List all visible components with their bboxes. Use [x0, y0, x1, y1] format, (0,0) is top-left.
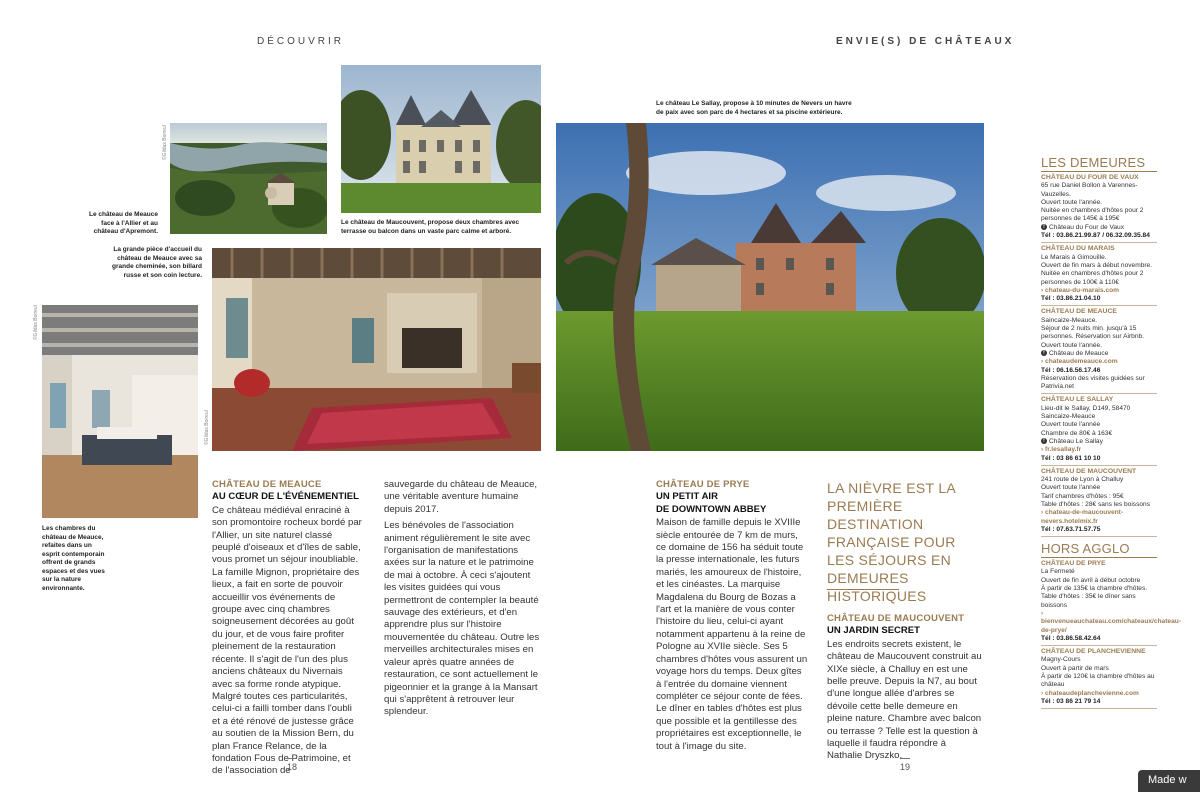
article-body: Les bénévoles de l'association animent régulièrement le site avec l'organisation de manifestations axées sur la nature et le patrimoine de mai à octobre. À ceci s'ajoutent les visites guidées qui vous permettront de contempler la beauté sauvage des extérieurs, et d'en apprendre plus sur l'histoire mouvementée du château. Outre les merveilles architecturales mises en valeur après quatre années de restauration, ce sont actuellement le pigeonnier et la grange à la Mansart qui s'apprêtent à retrouver leur splendeur. — [384, 520, 540, 718]
divider — [827, 589, 899, 590]
listing-phone: Tél : 03.86.58.42.64 — [1041, 634, 1101, 642]
listing-website-link[interactable]: › chateaudeplanchevienne.com — [1041, 689, 1139, 697]
listing-detail: Nuitée en chambres d'hôtes pour 2 personnes de 100€ à 110€ — [1041, 270, 1144, 286]
listing-name: CHÂTEAU DE PLANCHEVIENNE — [1041, 648, 1146, 656]
photo-meauce-hall — [212, 248, 541, 451]
article-maucouvent — [827, 613, 982, 763]
listing-extra: Réservation des visites guidées sur Patrivia.net — [1041, 374, 1145, 391]
listing-name: CHÂTEAU LE SALLAY — [1041, 396, 1114, 404]
section-header-right: ENVIE(S) DE CHÂTEAUX — [836, 36, 1015, 47]
listing-social — [1041, 350, 1157, 358]
article-title: CHÂTEAU DE MAUCOUVENT — [827, 613, 965, 624]
listing-social-label[interactable]: Château de Meauce — [1049, 349, 1109, 357]
photo-maucouvent — [341, 65, 541, 213]
sidebar-listings — [1041, 155, 1181, 709]
listing-social — [1041, 438, 1157, 446]
caption-sallay: Le château Le Sallay, propose à 10 minutes de Nevers un havre de paix avec son parc de 4 hectares et sa piscine extérieure. — [656, 100, 852, 116]
listing-detail: Magny-Cours — [1041, 656, 1081, 664]
page-number-right — [895, 758, 915, 772]
article-body: Maison de famille depuis le XVIIIe siècle entourée de 7 km de murs, ce domaine de 156 ha séduit toute la presse internationale, les futurs mariés, les amoureux de l'histoire, et les cinéastes. La marquise Magdalena du Bourg de Bozas a l'art et la manière de vous conter l'histoire du lieu, celui-ci ayant notamment appartenu à la reine de Pologne au XVIIe siècle. Ses 5 chambres d'hôtes vous assurent un voyage hors du temps. Deux gîtes à l'entrée du domaine viennent compléter ce séjour conte de fées. Le dîner en tables d'hôtes est plus que possible et la gentillesse des propriétaires est exceptionnelle, le tout à l'image du site. — [656, 517, 808, 752]
article-subtitle: DE DOWNTOWN ABBEY — [656, 503, 767, 515]
photo-credit: ©Gildas Boireul — [33, 305, 39, 340]
listing-detail: À partir de 135€ la chambre d'hôtes. Table d'hôtes : 35€ le dîner sans boissons — [1041, 585, 1148, 609]
article-body: Les endroits secrets existent, le château de Maucouvent construit au XIXe siècle, à Challuy en est une belle preuve. Depuis la N7, au bout d'une longue allée d'arbres se dévoile cette belle demeure en pleine nature. Chambre avec balcon ou terrasse ? Telle est la question à laquelle il faudra répondre à Nathalie Dryszko, — [827, 638, 982, 762]
listing-detail: Ouvert toute l'année — [1041, 484, 1101, 492]
listing-phone: Tél : 03.86.21.04.10 — [1041, 295, 1101, 303]
listing-phone: Tél : 03 86 61 10 10 — [1041, 454, 1101, 462]
listing-detail: Ouvert à partir de mars — [1041, 664, 1109, 672]
watermark-badge: Made w — [1138, 770, 1200, 792]
listing-entry — [1041, 172, 1157, 243]
listing-detail: Ouvert toute l'année. — [1041, 341, 1103, 349]
listing-phone: Tél : 03.86.21.99.87 / 06.32.09.35.84 — [1041, 232, 1150, 240]
article-subtitle: UN JARDIN SECRET — [827, 625, 920, 637]
page-number-text: 19 — [899, 762, 910, 772]
listing-detail: Ouvert de fin mars à début novembre. — [1041, 261, 1153, 269]
caption-meauce-aerial: Le château de Meauce face à l'Allier et au château d'Apremont. — [89, 211, 158, 235]
article-subtitle: UN PETIT AIR — [656, 491, 718, 503]
listing-website-link[interactable]: › bienvenueauchateau.com/chateaux/chateau-de-prye/ — [1041, 609, 1181, 634]
caption-maucouvent: Le château de Maucouvent, propose deux chambres avec terrasse ou balcon dans un vaste parc calme et arboré. — [341, 219, 520, 235]
listing-detail: 241 route de Lyon à Challuy — [1041, 476, 1124, 484]
sidebar-demeures-list — [1041, 172, 1157, 537]
photo-sallay — [556, 123, 984, 451]
listing-entry — [1041, 306, 1157, 394]
article-prye — [656, 479, 808, 753]
listing-detail: Nuitée en chambres d'hôtes pour 2 personnes de 145€ à 195€ — [1041, 207, 1144, 223]
listing-detail: Lieu-dit le Sallay, D149, 58470 Saincaize-Meauce — [1041, 404, 1131, 421]
listing-social — [1041, 224, 1157, 232]
sidebar-agglo-list — [1041, 558, 1181, 709]
listing-phone: Tél : 07.63.71.57.75 — [1041, 525, 1101, 533]
listing-social-label[interactable]: Château du Four de Vaux — [1049, 223, 1125, 231]
listing-detail: Saincaize-Meauce. — [1041, 316, 1098, 324]
sidebar-heading: HORS AGGLO — [1041, 541, 1157, 558]
facebook-icon: f — [1041, 224, 1047, 230]
listing-social-label[interactable]: Château Le Sallay — [1049, 437, 1103, 445]
listing-detail: 65 rue Daniel Bollon à Varennes-Vauzelles. — [1041, 182, 1138, 198]
listing-entry — [1041, 394, 1157, 465]
listing-detail: À partir de 120€ la chambre d'hôtes au château — [1041, 673, 1155, 689]
photo-credit: ©Gildas Boireul — [162, 125, 168, 160]
listing-detail: Tarif chambres d'hôtes : 95€ — [1041, 492, 1124, 500]
photo-meauce-bedroom — [42, 305, 198, 518]
photo-meauce-aerial — [170, 123, 327, 234]
listing-detail: Ouvert toute l'année — [1041, 421, 1101, 429]
listing-entry — [1041, 243, 1157, 306]
listing-phone: Tél : 06.16.56.17.46 — [1041, 366, 1101, 374]
listing-name: CHÂTEAU DU MARAIS — [1041, 245, 1115, 253]
listing-name: CHÂTEAU DE MAUCOUVENT — [1041, 467, 1137, 475]
listing-name: CHÂTEAU DE PRYE — [1041, 560, 1106, 568]
listing-detail: La Fermeté — [1041, 568, 1075, 576]
listing-website-link[interactable]: › chateau-de-maucouvent-nevers.hotelmix.fr — [1041, 509, 1124, 525]
sidebar-heading: LES DEMEURES — [1041, 155, 1157, 172]
listing-website-link[interactable]: › chateau-du-marais.com — [1041, 286, 1120, 294]
listing-detail: Chambre de 80€ à 163€ — [1041, 429, 1113, 437]
listing-phone: Tél : 03 86 21 79 14 — [1041, 697, 1101, 705]
section-header-left: DÉCOUVRIR — [257, 36, 345, 47]
listing-detail: Table d'hôtes : 28€ sans les boissons — [1041, 500, 1151, 508]
page-number-left — [282, 758, 302, 772]
facebook-icon: f — [1041, 438, 1047, 444]
caption-meauce-hall: La grande pièce d'accueil du château de Meauce avec sa grande cheminée, son billard russe et son coin lecture. — [112, 246, 202, 279]
caption-meauce-bedroom: Les chambres du château de Meauce, refaites dans un esprit contemporain offrent de grands espaces et des vues sur la nature environnante. — [42, 525, 105, 592]
listing-website-link[interactable]: › chateaudemeauce.com — [1041, 358, 1118, 366]
listing-detail: Le Marais à Gimouille. — [1041, 253, 1107, 261]
listing-entry — [1041, 466, 1157, 537]
listing-entry — [1041, 558, 1181, 646]
article-meauce-col2 — [384, 479, 542, 719]
listing-name: CHÂTEAU DU FOUR DE VAUX — [1041, 174, 1139, 181]
listing-website-link[interactable]: › fr.lesallay.fr — [1041, 446, 1082, 454]
article-meauce-col1 — [212, 479, 362, 778]
article-title: CHÂTEAU DE MEAUCE — [212, 479, 322, 490]
article-body: sauvegarde du château de Meauce, une véritable aventure humaine depuis 2017. — [384, 479, 538, 515]
photo-credit: ©Gildas Boireul — [204, 410, 210, 445]
article-body: Ce château médiéval enraciné à son promontoire rocheux bordé par l'Allier, un site naturel classé peuplé d'oiseaux et d'îles de sable, vous promet un séjour inoubliable. La famille Mignon, propriétaire des lieux, a fait en sorte de pouvoir accueillir vos événements de groupe avec cinq chambres soigneusement décorées au goût du jour, et de vous faire profiter pleinement de la restauration récente. Il s'agit de l'un des plus anciens châteaux du Nivernais avec sa forme ronde atypique. Malgré toutes ces particularités, celui-ci a failli tomber dans l'oubli et a été rénové de justesse grâce au soutien de la Mission Bern, du plan France Relance, de la fondation Fous de Patrimoine, et de l'association de — [212, 504, 362, 777]
facebook-icon: f — [1041, 350, 1047, 356]
listing-name: CHÂTEAU DE MEAUCE — [1041, 308, 1117, 316]
listing-detail: Ouvert de fin avril à début octobre — [1041, 576, 1141, 584]
listing-entry — [1041, 646, 1157, 709]
pull-quote: LA NIÈVRE EST LA PREMIÈRE DESTINATION FRANÇAISE POUR LES SÉJOURS EN DEMEURES HISTORIQUES — [827, 480, 956, 604]
article-subtitle: AU CŒUR DE L'ÉVÉNEMENTIEL — [212, 491, 359, 503]
listing-detail: Séjour de 2 nuits min. jusqu'à 15 personnes. Réservation sur Airbnb. — [1041, 325, 1144, 341]
article-title: CHÂTEAU DE PRYE — [656, 479, 750, 490]
page-number-text: 18 — [286, 762, 297, 772]
listing-detail: Ouvert toute l'année. — [1041, 198, 1103, 206]
